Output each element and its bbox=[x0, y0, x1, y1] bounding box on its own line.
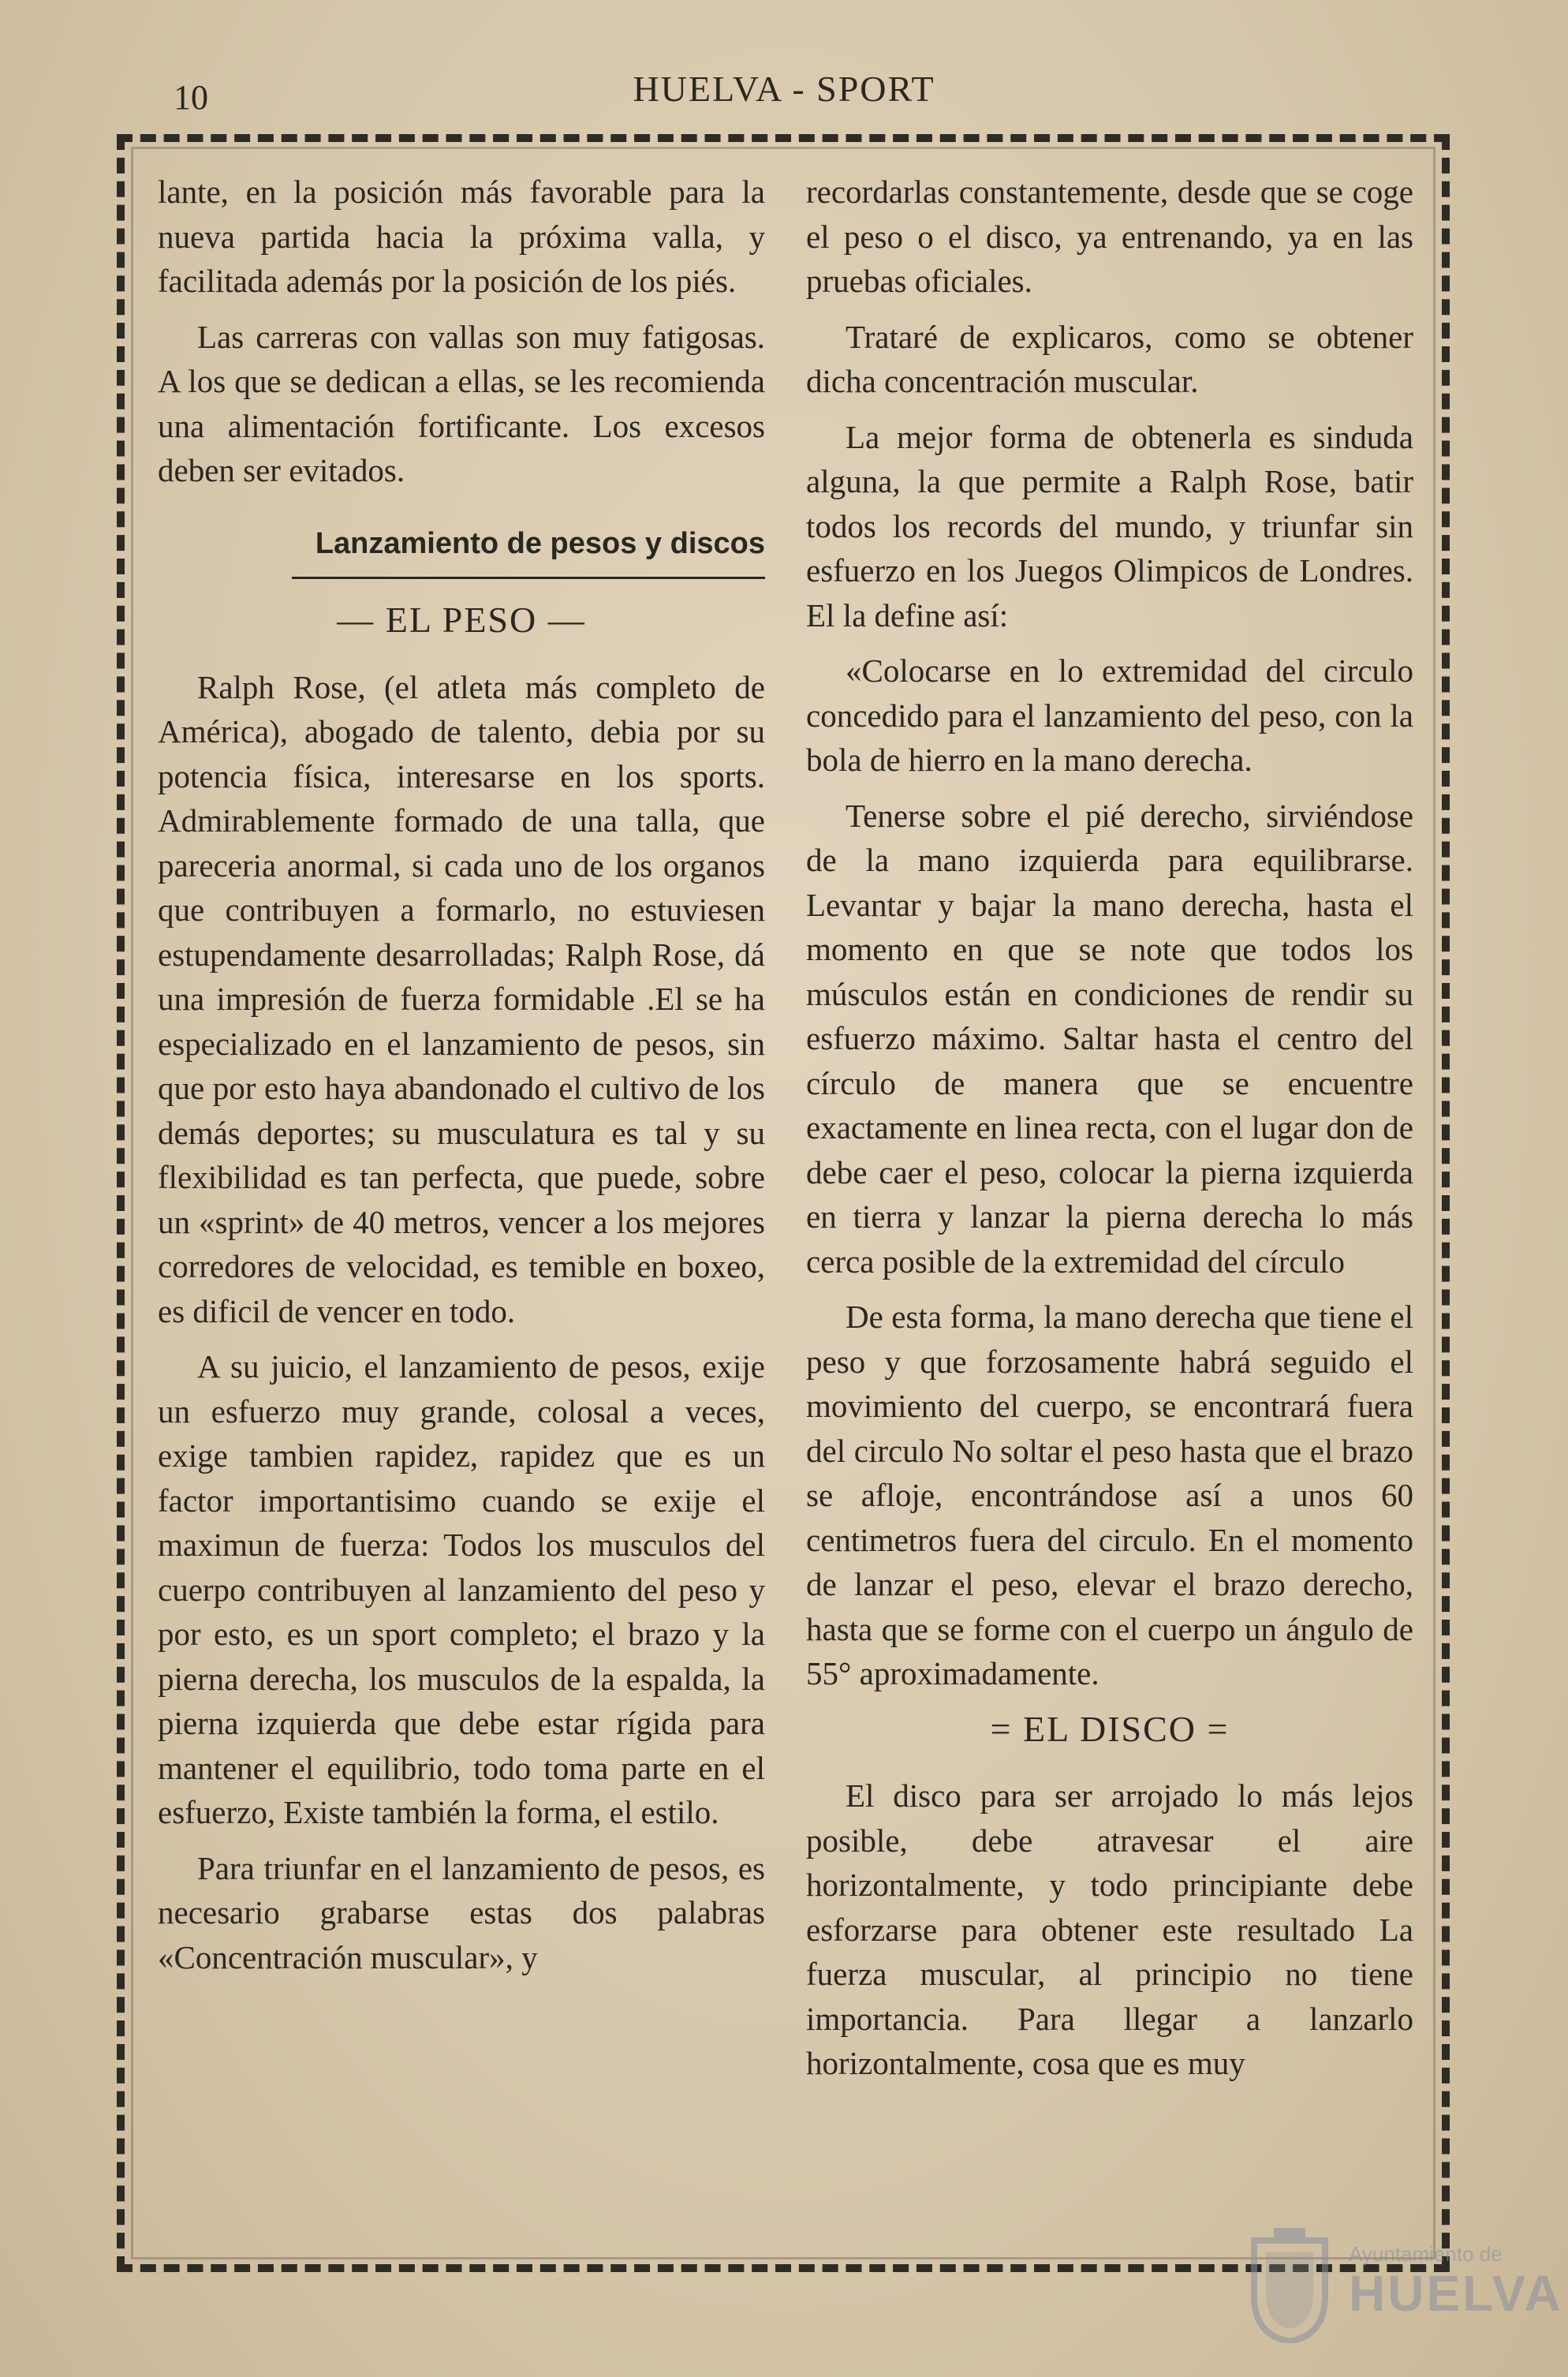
page-header bbox=[0, 63, 1568, 118]
heading-rule bbox=[292, 577, 765, 579]
watermark-line1: Ayuntamiento de bbox=[1349, 2242, 1503, 2266]
section-heading: Lanzamiento de pesos y discos bbox=[315, 526, 765, 560]
publication-title: HUELVA - SPORT bbox=[633, 69, 935, 109]
paragraph: Para triunfar en el lanzamiento de pesos, es necesario grabarse estas dos palabras «Concentración muscular», y bbox=[158, 1849, 765, 1975]
paragraph: «Colocarse en lo extremidad del circulo concedido para el lanzamiento del peso, con la bola de hierro en la mano derecha. bbox=[806, 652, 1413, 778]
paragraph: Tenerse sobre el pié derecho, sirviéndose de la mano izquierda para equilibrarse. Levantar y bajar la mano derecha, hasta el momento en que se note que todos los músculos están en condiciones de rendir su esfuerzo máximo. Saltar hasta el centro del círculo de manera que se encuentre exactamente en linea recta, con el lugar don de debe caer el peso, colocar la pierna izquierda en tierra y lanzar la pierna derecha lo más cerca posible de la extremidad del círculo bbox=[806, 797, 1413, 1280]
paragraph: El disco para ser arrojado lo más lejos posible, debe atravesar el aire horizontalmente, y todo principiante debe esforzarse para obtener este resultado La fuerza muscular, al principio no tiene importancia. Para llegar a lanzarlo horizontalmente, cosa que es muy bbox=[806, 1777, 1413, 2081]
subsection-title: = EL DISCO = bbox=[990, 1708, 1230, 1749]
coat-of-arms-icon bbox=[1246, 2225, 1333, 2343]
watermark-line2: HUELVA bbox=[1349, 2265, 1563, 2322]
paragraph: De esta forma, la mano derecha que tiene el peso y que forzosamente habrá seguido el movimiento del cuerpo, se encontrará fuera del circulo No soltar el peso hasta que el brazo se afloje, encontrándose así a unos 60 centimetros fuera del circulo. En el momento de lanzar el peso, elevar el brazo derecho, hasta que se forme con el cuerpo un ángulo de 55° aproximadamente. bbox=[806, 1299, 1413, 1691]
page-number: 10 bbox=[174, 78, 208, 117]
watermark-logo bbox=[1246, 2225, 1563, 2359]
paragraph: recordarlas constantemente, desde que se coge el peso o el disco, ya entrenando, ya en las pruebas oficiales. bbox=[806, 174, 1413, 299]
right-column bbox=[806, 170, 1413, 2097]
paragraph: Ralph Rose, (el atleta más completo de América), abogado de talento, debia por su potencia física, interesarse en los sports. Admirablemente formado de una talla, que pareceria anormal, si cada uno de los organos que contribuyen a formarlo, no estuviesen estupendamente desarrolladas; Ralph Rose, dá una impresión de fuerza formidable .El se ha especializado en el lanzamiento de pesos, sin que por esto haya abandonado el cultivo de los demás deportes; su musculatura es tal y su flexibilidad es tan perfecta, que puede, sobre un «sprint» de 40 metros, vencer a los mejores corredores de velocidad, es temible en boxeo, es dificil de vencer en todo. bbox=[158, 668, 765, 1329]
paragraph: La mejor forma de obtenerla es sinduda alguna, la que permite a Ralph Rose, batir todos los records del mundo, y triunfar sin esfuerzo en los Juegos Olimpicos de Londres. El la define así: bbox=[806, 418, 1413, 633]
paragraph: A su juicio, el lanzamiento de pesos, exije un esfuerzo muy grande, colosal a veces, exige tambien rapidez, rapidez que es un factor importantisimo cuando se exije el maximun de fuerza: Todos los musculos del cuerpo contribuyen al lanzamiento del peso y por esto, es un sport completo; el brazo y la pierna derecha, los musculos de la espalda, la pierna izquierda que debe estar rígida para mantener el equilibrio, todo toma parte en el esfuerzo, Existe también la forma, el estilo. bbox=[158, 1348, 765, 1830]
paragraph: Las carreras con vallas son muy fatigosas. A los que se dedican a ellas, se les recomienda una alimentación fortificante. Los excesos deben ser evitados. bbox=[158, 318, 765, 488]
paragraph: lante, en la posición más favorable para la nueva partida hacia la próxima valla, y facilitada además por la posición de los piés. bbox=[158, 174, 765, 299]
paragraph: Trataré de explicaros, como se obtener dicha concentración muscular. bbox=[806, 318, 1413, 399]
subsection-title: — EL PESO — bbox=[337, 600, 586, 640]
left-column bbox=[158, 170, 765, 1990]
